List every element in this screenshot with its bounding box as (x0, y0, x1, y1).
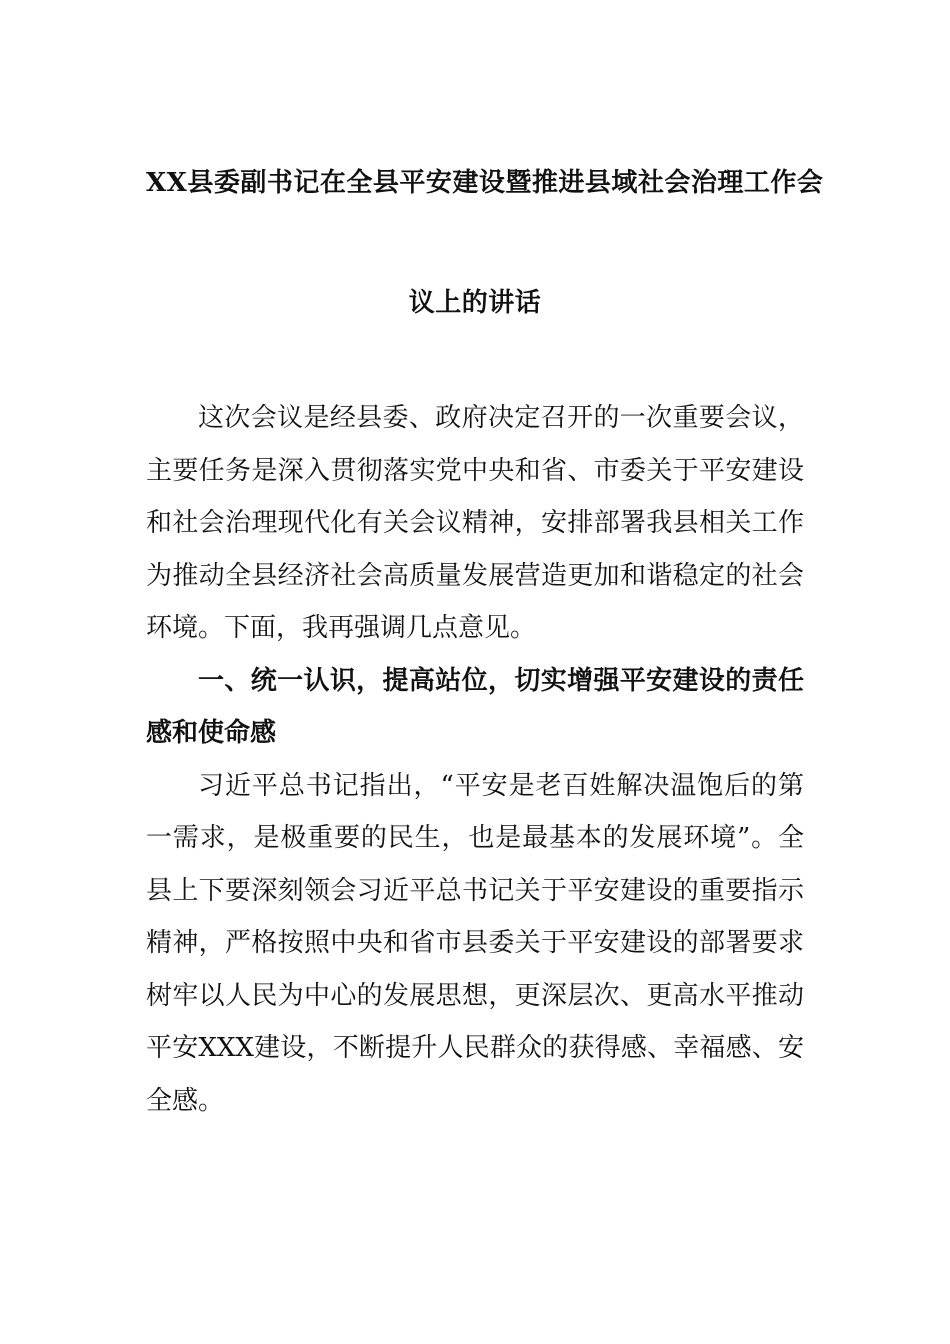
document-title-line-1: XX县委副书记在全县平安建设暨推进县域社会治理工作会 (146, 168, 824, 198)
section-heading-1: 一、统一认识，提高站位，切实增强平安建设的责任感和使命感 (146, 665, 804, 748)
document-title-line-2: 议上的讲话 (408, 288, 542, 318)
document-body (146, 392, 804, 1127)
section-1-paragraph: 习近平总书记指出，“平安是老百姓解决温饱后的第一需求，是极重要的民生，也是最基本的发展环境”。全县上下要深刻领会习近平总书记关于平安建设的重要指示精神，严格按照中央和省市县委关于平安建设的部署要求树牢以人民为中心的发展思想，更深层次、更高水平推动平安XXX建设，不断提升人民群众的获得感、幸福感、安全感。 (146, 770, 804, 1116)
intro-paragraph: 这次会议是经县委、政府决定召开的一次重要会议，主要任务是深入贯彻落实党中央和省、市委关于平安建设和社会治理现代化有关会议精神，安排部署我县相关工作为推动全县经济社会高质量发展营造更加和谐稳定的社会环境。下面，我再强调几点意见。 (146, 403, 804, 643)
